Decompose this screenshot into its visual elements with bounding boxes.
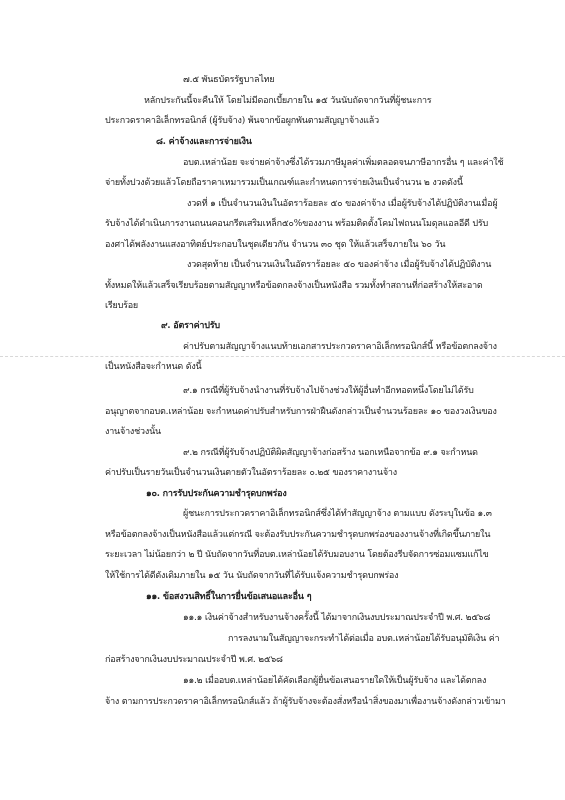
paragraph-line: เรียบร้อย xyxy=(105,301,139,311)
paragraph-line: ระยะเวลา ไม่น้อยกว่า ๒ ปี นับถัดจากวันที่อบต.เหล่าน้อยได้รับมอบงาน โดยต้องรีบจัดการซ่อมแซมแก้ไข xyxy=(105,550,489,560)
paragraph-line: หรือข้อตกลงจ้างเป็นหนังสือแล้วแต่กรณี จะต้องรับประกันความชำรุดบกพร่องของงานจ้างที่เกิดขึ้นภายใน xyxy=(105,530,491,540)
paragraph-line: องศาได้พลังงานแสงอาทิตย์ประกอบในชุดเดียวกัน จำนวน ๓๐ ชุด ให้แล้วเสร็จภายใน ๖๐ วัน xyxy=(105,240,446,250)
paragraph-line: ให้ใช้การได้ดีดังเดิมภายใน ๑๕ วัน นับถัดจากวันที่ได้รับแจ้งความชำรุดบกพร่อง xyxy=(105,571,399,581)
fold-line xyxy=(0,356,565,357)
paragraph-line: งานจ้างช่วงนั้น xyxy=(105,427,161,437)
paragraph-line: ก่อสร้างจากเงินงบประมาณประจำปี พ.ศ. ๒๕๖๘ xyxy=(105,655,283,665)
paragraph-line: รับจ้างได้ดำเนินการงานถนนคอนกรีตเสริมเหล็ก๕๐%ของงาน พร้อมติดตั้งโคมไฟถนนโมดุลแอลอีดี ปรับ xyxy=(105,219,488,229)
heading-10: ๑๐. การรับประกันความชำรุดบกพร่อง xyxy=(146,489,287,499)
paragraph-line: ๙.๑ กรณีที่ผู้รับจ้างนำงานที่รับจ้างไปจ้างช่วงให้ผู้อื่นทำอีกทอดหนึ่งโดยไม่ได้รับ xyxy=(183,386,474,396)
paragraph-line: งวดสุดท้าย เป็นจำนวนเงินในอัตราร้อยละ ๕๐ ของค่าจ้าง เมื่อผู้รับจ้างได้ปฏิบัติงาน xyxy=(187,260,492,270)
paragraph-line: ผู้ชนะการประกวดราคาอิเล็กทรอนิกส์ซึ่งได้ทำสัญญาจ้าง ตามแบบ ดังระบุในข้อ ๑.๓ xyxy=(183,509,492,519)
paragraph-line: เป็นหนังสือจะกำหนด ดังนี้ xyxy=(105,362,202,372)
paragraph-line: ๑๑.๑ เงินค่าจ้างสำหรับงานจ้างครั้งนี้ ได้มาจากเงินงบประมาณประจำปี พ.ศ. ๒๕๖๘ xyxy=(183,613,491,623)
paragraph-line: อนุญาตจากอบต.เหล่าน้อย จะกำหนดค่าปรับสำหรับการฝ่าฝืนดังกล่าวเป็นจำนวนร้อยละ ๑๐ ของวงเงินของ xyxy=(105,407,497,417)
heading-9: ๙. อัตราค่าปรับ xyxy=(161,321,220,331)
paragraph-line: อบต.เหล่าน้อย จะจ่ายค่าจ้างซึ่งได้รวมภาษีมูลค่าเพิ่มตลอดจนภาษีอากรอื่น ๆ และค่าใช้ xyxy=(183,158,504,168)
heading-8: ๘. ค่าจ้างและการจ่ายเงิน xyxy=(156,137,252,147)
paragraph-line: ๑๑.๒ เมื่ออบต.เหล่าน้อยได้คัดเลือกผู้ยื่นข้อเสนอรายใดให้เป็นผู้รับจ้าง และได้ตกลง xyxy=(183,676,487,686)
paragraph-line: การลงนามในสัญญาจะกระทำได้ต่อเมื่อ อบต.เหล่าน้อยได้รับอนุมัติเงิน ค่า xyxy=(228,634,500,644)
paragraph-line: หลักประกันนี้จะคืนให้ โดยไม่มีดอกเบี้ยภายใน ๑๕ วันนับถัดจากวันที่ผู้ชนะการ xyxy=(144,96,432,106)
heading-7-5: ๗.๕ พันธบัตรรัฐบาลไทย xyxy=(183,75,275,85)
paragraph-line: ค่าปรับเป็นรายวันเป็นจำนวนเงินตายตัวในอัตราร้อยละ ๐.๒๕ ของราคางานจ้าง xyxy=(105,468,397,478)
paragraph-line: ค่าปรับตามสัญญาจ้างแนบท้ายเอกสารประกวดราคาอิเล็กทรอนิกส์นี้ หรือข้อตกลงจ้าง xyxy=(183,342,497,352)
paragraph-line: ๙.๒ กรณีที่ผู้รับจ้างปฏิบัติผิดสัญญาจ้างก่อสร้าง นอกเหนือจากข้อ ๙.๑ จะกำหนด xyxy=(183,448,478,458)
paragraph-line: ประกวดราคาอิเล็กทรอนิกส์ (ผู้รับจ้าง) พ้นจากข้อผูกพันตามสัญญาจ้างแล้ว xyxy=(105,116,379,126)
paragraph-line: จ้าง ตามการประกวดราคาอิเล็กทรอนิกส์แล้ว ถ้าผู้รับจ้างจะต้องสั่งหรือนำสิ่งของมาเพื่องานจ้างดังกล่าวเข้ามา xyxy=(105,697,506,707)
paragraph-line: งวดที่ ๑ เป็นจำนวนเงินในอัตราร้อยละ ๕๐ ของค่าจ้าง เมื่อผู้รับจ้างได้ปฏิบัติงานเมื่อผู้ xyxy=(187,199,498,209)
paragraph-line: จ่ายทั้งปวงด้วยแล้วโดยถือราคาเหมารวมเป็นเกณฑ์และกำหนดการจ่ายเงินเป็นจำนวน ๒ งวดดังนี้ xyxy=(105,178,463,188)
heading-11: ๑๑. ข้อสงวนสิทธิ์ในการยื่นข้อเสนอและอื่น ๆ xyxy=(146,592,312,602)
paragraph-line: ทั้งหมดให้แล้วเสร็จเรียบร้อยตามสัญญาหรือข้อตกลงจ้างเป็นหนังสือ รวมทั้งทำสถานที่ก่อสร้างให้สะอาด xyxy=(105,281,483,291)
